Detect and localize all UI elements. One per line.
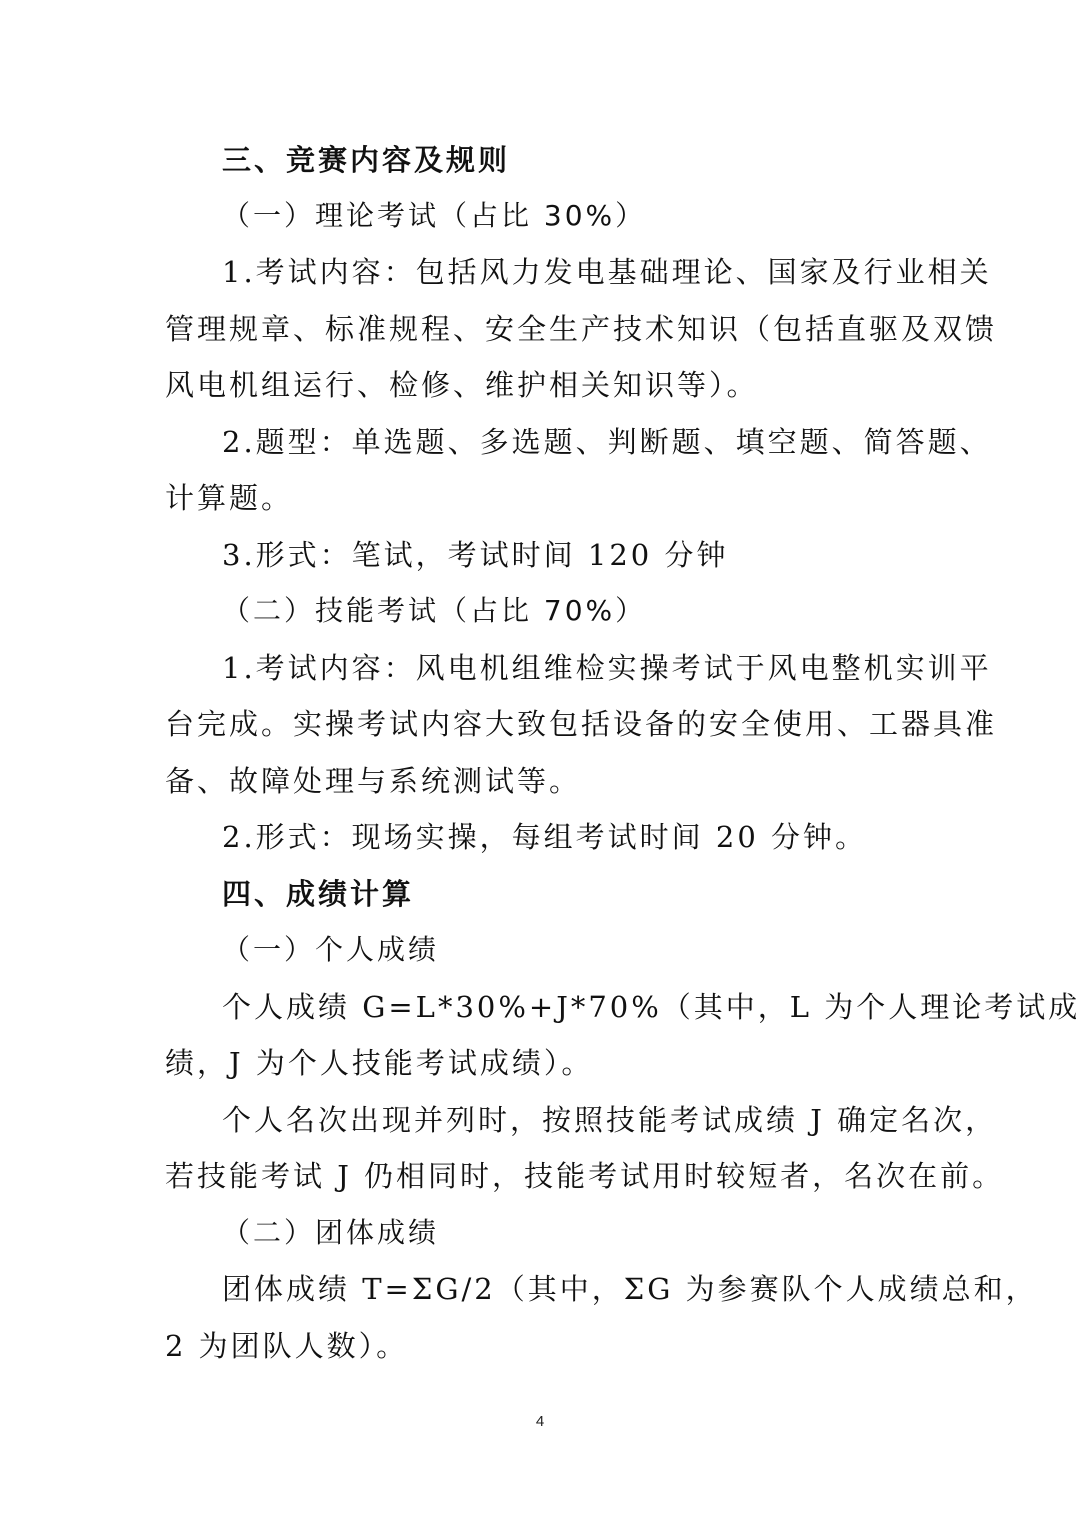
paragraph-line: 台完成。实操考试内容大致包括设备的安全使用、工器具准 — [165, 707, 998, 741]
paragraph-line: 2.题型：单选题、多选题、判断题、填空题、简答题、 — [222, 425, 992, 459]
paragraph-line: 管理规章、标准规程、安全生产技术知识（包括直驱及双馈 — [165, 312, 998, 346]
paragraph-line: 个人成绩 G=L*30%+J*70%（其中，L 为个人理论考试成 — [222, 990, 1080, 1024]
paragraph-line: 3.形式：笔试，考试时间 120 分钟 — [222, 538, 729, 572]
subsection-heading-skill: （二）技能考试（占比 70%） — [222, 594, 647, 627]
page-number: 4 — [535, 1413, 545, 1430]
paragraph-line: 1.考试内容：包括风力发电基础理论、国家及行业相关 — [222, 255, 992, 289]
paragraph-line: 2.形式：现场实操，每组考试时间 20 分钟。 — [222, 820, 868, 854]
paragraph-line: 若技能考试 J 仍相同时，技能考试用时较短者，名次在前。 — [165, 1159, 1005, 1193]
paragraph-line: 绩，J 为个人技能考试成绩）。 — [165, 1046, 594, 1080]
subsection-heading-individual: （一）个人成绩 — [222, 933, 440, 966]
paragraph-line: 备、故障处理与系统测试等。 — [165, 764, 582, 798]
subsection-heading-team: （二）团体成绩 — [222, 1216, 440, 1249]
paragraph-line: 风电机组运行、检修、维护相关知识等）。 — [165, 368, 759, 402]
paragraph-line: 1.考试内容：风电机组维检实操考试于风电整机实训平 — [222, 651, 992, 685]
section-heading-3: 三、竞赛内容及规则 — [222, 143, 511, 177]
paragraph-line: 2 为团队人数）。 — [165, 1329, 409, 1363]
subsection-heading-theory: （一）理论考试（占比 30%） — [222, 199, 647, 232]
paragraph-line: 计算题。 — [165, 481, 294, 515]
paragraph-line: 个人名次出现并列时，按照技能考试成绩 J 确定名次， — [222, 1103, 998, 1137]
section-heading-4: 四、成绩计算 — [222, 877, 415, 911]
paragraph-line: 团体成绩 T=ΣG/2（其中，ΣG 为参赛队个人成绩总和， — [222, 1272, 1038, 1306]
